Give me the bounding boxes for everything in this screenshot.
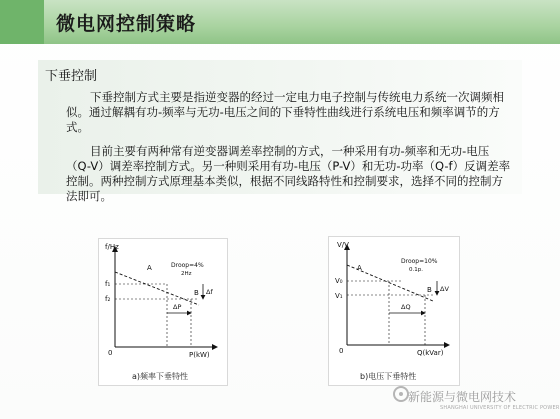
header-bar	[0, 0, 560, 44]
droop-label-line1: Droop=4%	[171, 262, 204, 269]
header-accent-square	[0, 0, 44, 44]
watermark-text: 新能源与微电网技术	[408, 390, 517, 404]
paragraph-2: 目前主要有两种常有逆变器调差率控制的方式，一种采用有功-频率和无功-电压（Q-V）调差率控制方式。另一种则采用有功-电压（P-V）和无功-功率（Q-f）反调差率控制。两种控制方式原理基本类似，根据不同线路特性和控制要求，选择不同的控制方法即可。	[66, 144, 511, 203]
point-a-label: A	[147, 264, 152, 272]
delta-p-label: ΔP	[173, 303, 182, 311]
section-title: 下垂控制	[45, 69, 98, 84]
origin-label: 0	[108, 349, 113, 357]
point-b-label: B	[427, 286, 432, 294]
delta-f-label: Δf	[206, 288, 213, 296]
voltage-droop-diagram	[329, 237, 459, 385]
paragraph-1: 下垂控制方式主要是指逆变器的经过一定电力电子控制与传统电力系统一次调频相似。通过解耦有功-频率与无功-电压之间的下垂特性曲线进行系统电压和频率调节的方式。	[66, 90, 504, 134]
x-axis-label: P(kW)	[189, 351, 210, 359]
droop-label-line2: 0.1p.	[409, 267, 423, 273]
point-b-label: B	[194, 289, 199, 297]
droop-label-line1: Droop=10%	[401, 258, 438, 265]
origin-label: 0	[339, 347, 344, 355]
f2-label: f₂	[105, 295, 111, 303]
watermark-logo-icon	[393, 386, 409, 402]
droop-label-line2: 2Hz	[181, 271, 192, 277]
v1-label: V₁	[335, 292, 343, 300]
x-axis-label: Q(kVar)	[417, 349, 444, 357]
frequency-droop-figure	[98, 238, 228, 386]
y-axis-label: V/V	[337, 241, 349, 249]
f1-label: f₁	[105, 280, 111, 288]
delta-v-label: ΔV	[440, 285, 449, 293]
watermark-subtext: SHANGHAI UNIVERSITY OF ELECTRIC POWER	[440, 405, 560, 411]
voltage-figure-caption: b)电压下垂特性	[360, 372, 417, 381]
v0-label: V₀	[335, 277, 343, 285]
point-a-label: A	[357, 264, 362, 272]
voltage-droop-figure	[328, 236, 460, 386]
frequency-droop-diagram	[99, 239, 227, 385]
frequency-figure-caption: a)频率下垂特性	[132, 372, 189, 381]
y-axis-label: f/Hz	[105, 243, 119, 251]
delta-q-label: ΔQ	[401, 303, 411, 311]
slide-title: 微电网控制策略	[56, 13, 197, 35]
